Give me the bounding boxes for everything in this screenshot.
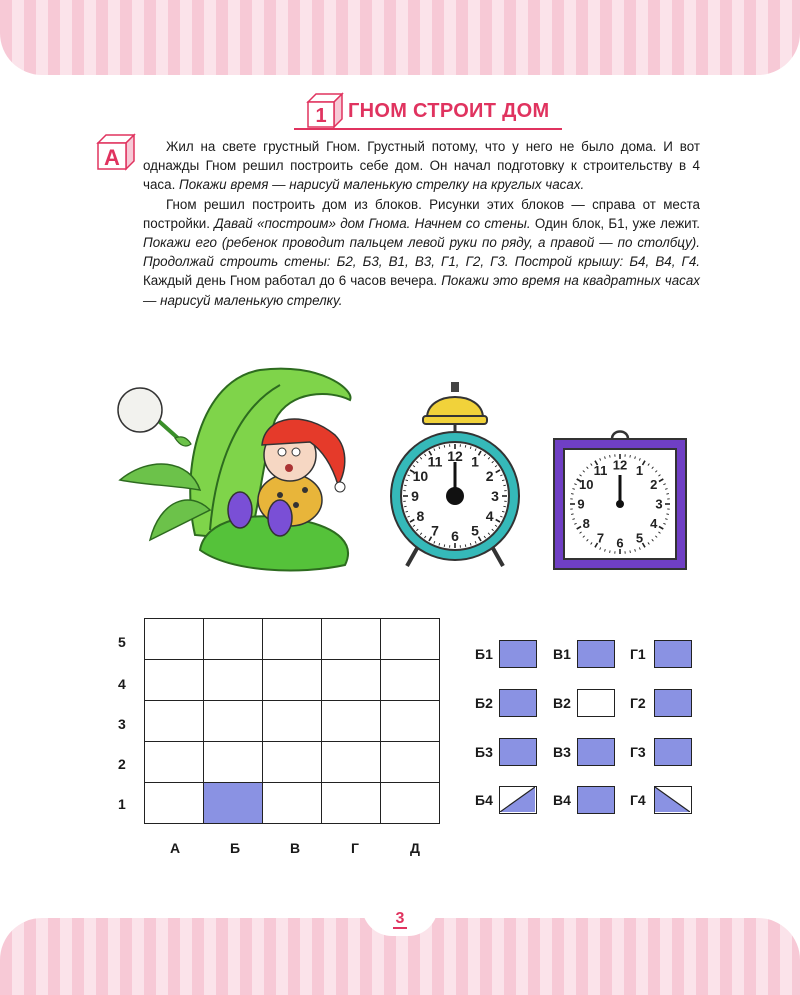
block-label: Г1 [630, 646, 646, 662]
row-label-1: 1 [118, 796, 126, 812]
grid-cell[interactable] [204, 619, 263, 660]
block-label: Г2 [630, 695, 646, 711]
clock-number-6: 6 [616, 535, 624, 551]
block-shape [577, 738, 615, 766]
clock-tick [571, 514, 573, 515]
clock-number-7: 7 [596, 530, 605, 546]
column-label-v: В [289, 840, 301, 856]
grid-cell[interactable] [145, 660, 204, 701]
grid-cell[interactable] [204, 660, 263, 701]
clock-tick [444, 544, 445, 546]
paragraph-2-text: Гном решил построить дом из блоков. Рисунки этих блоков — справа от места постройки. [143, 196, 700, 231]
page-number: 3 [393, 910, 408, 929]
gnome-illustration [100, 360, 370, 580]
column-label-b: Б [229, 840, 241, 856]
block-shape [654, 640, 692, 668]
grid-cell[interactable] [263, 742, 322, 783]
round-alarm-clock [385, 378, 525, 573]
clock-number-12: 12 [447, 448, 463, 465]
clock-number-3: 3 [491, 488, 499, 505]
clock-number-7: 7 [431, 522, 439, 539]
block-shape [577, 689, 615, 717]
grid-row-1 [145, 783, 440, 824]
block-label: Б2 [475, 695, 493, 711]
grid-cell[interactable] [263, 701, 322, 742]
clock-number-9: 9 [577, 496, 585, 512]
clock-tick [465, 544, 466, 546]
clock-tick [503, 506, 505, 507]
clock-number-4: 4 [650, 516, 658, 532]
grid-row-5 [145, 619, 440, 660]
block-label: Б4 [475, 792, 493, 808]
clock-tick [666, 514, 668, 515]
clock-tick [666, 494, 668, 495]
paragraph-2-text-c: Каждый день Гном работал до 6 часов вечера. [143, 273, 442, 289]
clock-number-11: 11 [427, 453, 443, 470]
grid-cell[interactable] [145, 701, 204, 742]
clock-tick [503, 485, 505, 486]
roof-triangle-icon [655, 787, 690, 812]
clock-number-5: 5 [471, 522, 479, 539]
grid-cell[interactable] [381, 783, 440, 824]
clock-number-10: 10 [412, 468, 429, 485]
construction-grid [144, 618, 440, 824]
clock-tick [465, 445, 466, 447]
clock-number-4: 4 [485, 508, 494, 525]
grid-cell[interactable] [263, 783, 322, 824]
clock-number-11: 11 [593, 462, 608, 478]
grid-cell[interactable] [322, 742, 381, 783]
dandelion-icon [118, 388, 162, 432]
block-shape [577, 786, 615, 814]
grid-cell[interactable] [204, 742, 263, 783]
clock-number-2: 2 [485, 468, 494, 485]
paragraph-2-instruction-c: Покажи это время на квадратных часах — нарисуй маленькую стрелку. [143, 273, 700, 308]
clock-number-9: 9 [411, 488, 419, 505]
grid-cell[interactable] [145, 742, 204, 783]
block-label: В1 [553, 646, 571, 662]
paragraph-1 [143, 137, 700, 195]
clock-tick [571, 494, 573, 495]
block-label: Г4 [630, 792, 646, 808]
paragraph-2 [143, 195, 700, 310]
header-stripe-band [0, 0, 800, 75]
number-cube-icon [306, 92, 344, 128]
block-label: Б3 [475, 744, 493, 760]
grid-cell[interactable] [322, 660, 381, 701]
paragraph-1-instruction: Покажи время — нарисуй маленькую стрелку на круглых часах. [179, 177, 585, 193]
grid-row-2 [145, 742, 440, 783]
block-shape [499, 786, 537, 814]
paragraph-1-text: Жил на свете грустный Гном. Грустный потому, что у него не было дома. И вот однажды Гном решил построить себе дом. Он начал подготовку к строительству в 4 часа. [143, 139, 700, 193]
clock-number-6: 6 [451, 528, 459, 545]
block-shape [577, 640, 615, 668]
lesson-number: 1 [315, 105, 327, 127]
grid-cell[interactable] [381, 660, 440, 701]
clock-tick [404, 485, 406, 486]
block-shape [654, 738, 692, 766]
section-letter: А [104, 145, 120, 170]
grid-row-3 [145, 701, 440, 742]
section-letter-cube-icon [96, 133, 136, 171]
block-label: В4 [553, 792, 571, 808]
clock-number-5: 5 [635, 530, 644, 546]
square-clock [550, 425, 690, 575]
block-shape [654, 786, 692, 814]
clock-tick [630, 455, 631, 457]
grid-cell[interactable] [145, 619, 204, 660]
grid-cell[interactable] [263, 660, 322, 701]
grid-row-4 [145, 660, 440, 701]
paragraph-2-instruction: Давай «построим» дом Гнома. Начнем со стены. [214, 215, 531, 231]
task-text [143, 137, 700, 310]
block-shape [499, 689, 537, 717]
row-label-3: 3 [118, 716, 126, 732]
grid-cell[interactable] [322, 783, 381, 824]
paragraph-2-instruction-b: Покажи его (ребенок проводит пальцем левой руки по ряду, а правой — по столбцу). Продолжай строить стены: Б2, Б3, В1, В3, Г1, Г2, Г3. Построй крышу: Б4, В4, Г4. [143, 235, 700, 270]
clock-number-12: 12 [612, 457, 628, 473]
column-label-d: Д [410, 840, 420, 856]
block-label: Г3 [630, 744, 646, 760]
clock-number-8: 8 [416, 508, 425, 525]
block-shape [499, 738, 537, 766]
grid-cell[interactable] [381, 701, 440, 742]
grid-cell[interactable] [381, 742, 440, 783]
clock-tick [444, 445, 445, 447]
grid-cell[interactable] [145, 783, 204, 824]
block-shape [499, 640, 537, 668]
page-title: ГНОМ СТРОИТ ДОМ [348, 100, 550, 122]
clock-number-10: 10 [578, 477, 594, 493]
row-label-5: 5 [118, 634, 126, 650]
clock-tick [404, 506, 406, 507]
row-label-4: 4 [118, 676, 126, 692]
clock-tick [610, 455, 611, 457]
clock-number-3: 3 [655, 496, 663, 512]
grid-cell[interactable] [381, 619, 440, 660]
clock-tick [630, 550, 631, 552]
clock-number-1: 1 [471, 453, 479, 470]
grid-cell[interactable] [322, 701, 381, 742]
block-label: В3 [553, 744, 571, 760]
clock-tick [610, 550, 611, 552]
clock-number-8: 8 [582, 516, 590, 532]
block-label: Б1 [475, 646, 493, 662]
grid-cell[interactable] [204, 701, 263, 742]
column-label-g: Г [351, 840, 359, 856]
paragraph-2-text-b: Один блок, Б1, уже лежит. [530, 215, 700, 231]
grid-cell[interactable] [322, 619, 381, 660]
row-label-2: 2 [118, 756, 126, 772]
clock-number-2: 2 [650, 477, 658, 493]
clock-number-1: 1 [635, 462, 644, 478]
block-shape [654, 689, 692, 717]
column-label-a: А [169, 840, 181, 856]
roof-triangle-icon [500, 787, 535, 812]
grid-cell-b1-filled[interactable] [204, 783, 263, 824]
block-label: В2 [553, 695, 571, 711]
grid-cell[interactable] [263, 619, 322, 660]
title-underline [294, 128, 562, 130]
